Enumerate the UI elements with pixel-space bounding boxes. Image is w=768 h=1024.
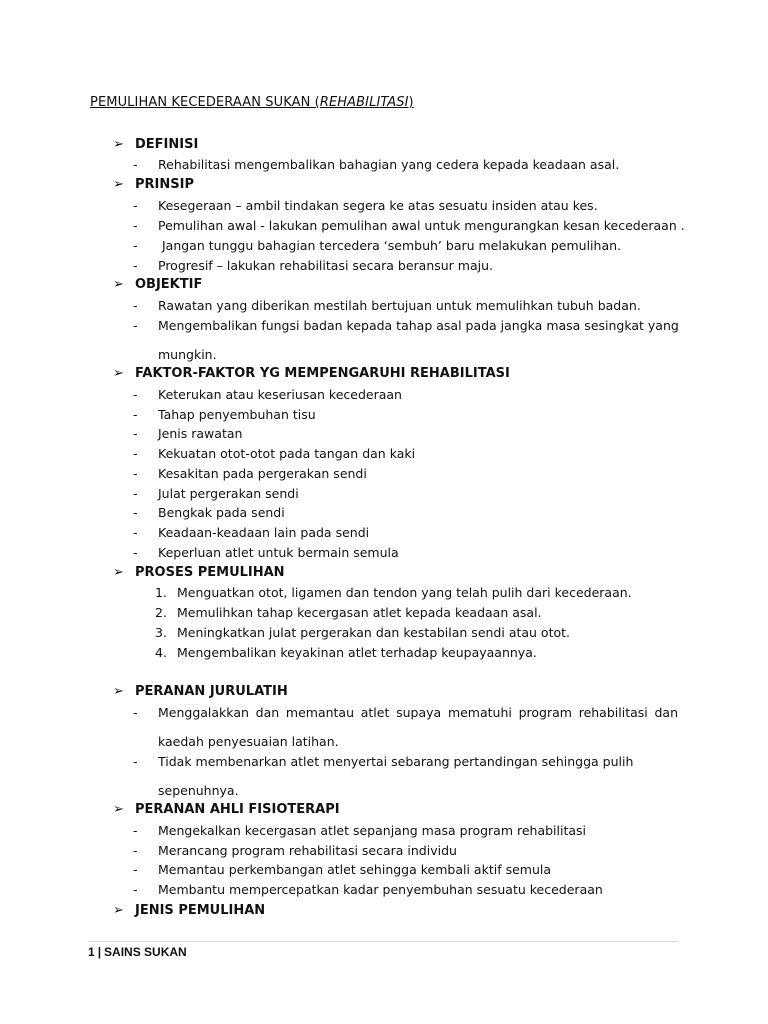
section-heading-text: PERANAN JURULATIH <box>135 684 288 699</box>
arrow-bullet-icon: ➢ <box>113 802 124 817</box>
list-item <box>133 486 299 501</box>
numbered-item <box>155 645 537 660</box>
page-footer <box>88 945 187 959</box>
title-italic: REHABILITASI <box>319 95 409 110</box>
section-jenis-heading <box>113 903 265 918</box>
list-item <box>133 705 678 720</box>
list-item-text: Keperluan atlet untuk bermain semula <box>158 545 399 560</box>
dash-bullet: - <box>133 862 138 877</box>
dash-bullet: - <box>133 238 138 253</box>
dash-bullet: - <box>133 407 138 422</box>
list-item <box>133 862 551 877</box>
list-item <box>133 318 679 333</box>
list-item-text: Jenis rawatan <box>158 426 243 441</box>
dash-bullet: - <box>133 525 138 540</box>
list-item-text: Keterukan atau keseriusan kecederaan <box>158 387 402 402</box>
list-item-text: Menggalakkan dan memantau atlet supaya mematuhi program rehabilitasi dan <box>158 705 678 720</box>
dash-bullet: - <box>133 198 138 213</box>
section-heading-text: FAKTOR-FAKTOR YG MEMPENGARUHI REHABILITASI <box>135 366 510 381</box>
list-item-text: Membantu mempercepatkan kadar penyembuhan sesuatu kecederaan <box>158 882 603 897</box>
dash-bullet: - <box>133 298 138 313</box>
section-heading-text: PRINSIP <box>135 177 194 192</box>
numbered-item <box>155 625 570 640</box>
numbered-item-text: Menguatkan otot, ligamen dan tendon yang telah pulih dari kecederaan. <box>177 585 632 600</box>
list-item <box>133 525 369 540</box>
list-item <box>133 298 641 313</box>
list-item-text: Julat pergerakan sendi <box>158 486 299 501</box>
dash-bullet: - <box>133 754 138 769</box>
list-item <box>133 466 367 481</box>
section-fisioterapi-heading <box>113 802 340 817</box>
list-item <box>133 446 415 461</box>
section-prinsip-heading <box>113 177 194 192</box>
list-item-continuation: kaedah penyesuaian latihan. <box>158 734 339 749</box>
list-item-text: Kesegeraan – ambil tindakan segera ke atas sesuatu insiden atau kes. <box>158 198 598 213</box>
dash-bullet: - <box>133 466 138 481</box>
section-faktor-heading <box>113 366 510 381</box>
list-item-text: Mengembalikan fungsi badan kepada tahap asal pada jangka masa sesingkat yang <box>158 318 679 333</box>
list-item-text: Merancang program rehabilitasi secara individu <box>158 843 457 858</box>
list-item <box>133 258 493 273</box>
list-item <box>133 843 457 858</box>
list-item-text: Mengekalkan kecergasan atlet sepanjang masa program rehabilitasi <box>158 823 587 838</box>
list-item-text: Kekuatan otot-otot pada tangan dan kaki <box>158 446 416 461</box>
numbered-item <box>155 605 542 620</box>
numbered-item-text: Mengembalikan keyakinan atlet terhadap keupayaannya. <box>177 645 537 660</box>
section-heading-text: OBJEKTIF <box>135 277 203 292</box>
dash-bullet: - <box>133 823 138 838</box>
section-objektif-heading <box>113 277 202 292</box>
list-item-text: Bengkak pada sendi <box>158 505 285 520</box>
dash-bullet: - <box>133 882 138 897</box>
arrow-bullet-icon: ➢ <box>113 684 124 699</box>
list-item <box>133 426 242 441</box>
item-number: 2. <box>155 605 167 620</box>
list-item <box>133 218 685 233</box>
item-number: 4. <box>155 645 167 660</box>
list-item-text: Keadaan-keadaan lain pada sendi <box>158 525 370 540</box>
section-heading-text: DEFINISI <box>135 137 199 152</box>
list-item-continuation: mungkin. <box>158 347 217 362</box>
section-heading-text: PERANAN AHLI FISIOTERAPI <box>135 802 340 817</box>
list-item-text: Pemulihan awal - lakukan pemulihan awal untuk mengurangkan kesan kecederaan . <box>158 218 685 233</box>
title-main: PEMULIHAN KECEDERAAN SUKAN ( <box>90 95 320 110</box>
dash-bullet: - <box>133 545 138 560</box>
dash-bullet: - <box>133 218 138 233</box>
page-title <box>90 95 414 110</box>
arrow-bullet-icon: ➢ <box>113 277 124 292</box>
dash-bullet: - <box>133 157 138 172</box>
arrow-bullet-icon: ➢ <box>113 565 124 580</box>
arrow-bullet-icon: ➢ <box>113 903 124 918</box>
list-item-text: Progresif – lakukan rehabilitasi secara beransur maju. <box>158 258 494 273</box>
section-jurulatih-heading <box>113 684 288 699</box>
list-item <box>133 882 603 897</box>
list-item-text: Rawatan yang diberikan mestilah bertujuan untuk memulihkan tubuh badan. <box>158 298 641 313</box>
footer-divider <box>88 941 678 942</box>
list-item-text: Tahap penyembuhan tisu <box>158 407 316 422</box>
list-item-text: Jangan tunggu bahagian tercedera ‘sembuh’ baru melakukan pemulihan. <box>158 238 622 253</box>
list-item <box>133 238 621 253</box>
section-heading-text: JENIS PEMULIHAN <box>135 903 266 918</box>
numbered-item-text: Meningkatkan julat pergerakan dan kestabilan sendi atau otot. <box>177 625 571 640</box>
section-heading-text: PROSES PEMULIHAN <box>135 565 285 580</box>
list-item <box>133 505 285 520</box>
section-proses-heading <box>113 565 285 580</box>
list-item <box>133 545 399 560</box>
dash-bullet: - <box>133 426 138 441</box>
list-item <box>133 198 598 213</box>
dash-bullet: - <box>133 486 138 501</box>
list-item <box>133 823 586 838</box>
numbered-item <box>155 585 632 600</box>
dash-bullet: - <box>133 258 138 273</box>
list-item <box>133 387 402 402</box>
footer-separator: | <box>97 945 102 959</box>
list-item-text: Kesakitan pada pergerakan sendi <box>158 466 367 481</box>
dash-bullet: - <box>133 318 138 333</box>
list-item-text: Rehabilitasi mengembalikan bahagian yang cedera kepada keadaan asal. <box>158 157 620 172</box>
dash-bullet: - <box>133 505 138 520</box>
dash-bullet: - <box>133 705 138 720</box>
arrow-bullet-icon: ➢ <box>113 177 124 192</box>
arrow-bullet-icon: ➢ <box>113 137 124 152</box>
list-item <box>133 754 633 769</box>
footer-label: SAINS SUKAN <box>104 945 187 959</box>
item-number: 1. <box>155 585 167 600</box>
dash-bullet: - <box>133 446 138 461</box>
list-item-text: Tidak membenarkan atlet menyertai sebarang pertandingan sehingga pulih <box>158 754 634 769</box>
list-item <box>133 407 316 422</box>
item-number: 3. <box>155 625 167 640</box>
list-item-continuation: sepenuhnya. <box>158 783 239 798</box>
list-item-text: Memantau perkembangan atlet sehingga kembali aktif semula <box>158 862 551 877</box>
arrow-bullet-icon: ➢ <box>113 366 124 381</box>
section-definisi-heading <box>113 137 198 152</box>
dash-bullet: - <box>133 387 138 402</box>
numbered-item-text: Memulihkan tahap kecergasan atlet kepada keadaan asal. <box>177 605 542 620</box>
list-item <box>133 157 619 172</box>
dash-bullet: - <box>133 843 138 858</box>
title-end: ) <box>408 95 414 110</box>
page-number: 1 <box>88 945 95 959</box>
